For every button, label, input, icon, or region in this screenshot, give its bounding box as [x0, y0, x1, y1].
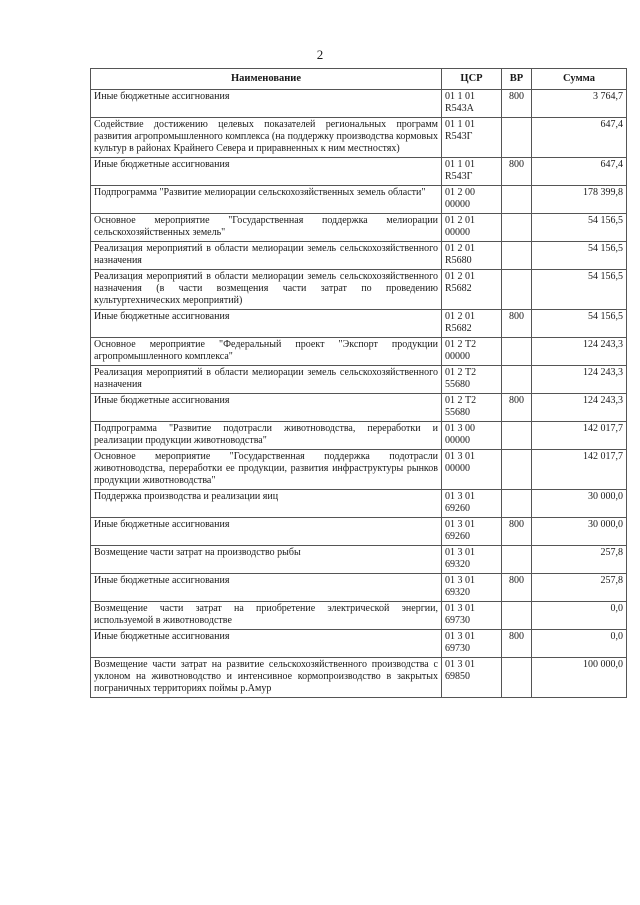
cell-sum: 142 017,7: [532, 422, 627, 450]
cell-csr: 01 3 01 69320: [442, 574, 502, 602]
cell-csr: 01 3 01 69260: [442, 518, 502, 546]
table-row: [91, 422, 627, 450]
cell-csr: 01 1 01 R543Г: [442, 118, 502, 158]
cell-sum: 54 156,5: [532, 242, 627, 270]
cell-vr: 800: [502, 310, 532, 338]
cell-sum: 142 017,7: [532, 450, 627, 490]
table-row: [91, 546, 627, 574]
cell-vr: [502, 546, 532, 574]
cell-sum: 3 764,7: [532, 90, 627, 118]
cell-csr: 01 1 01 R543Г: [442, 158, 502, 186]
cell-name: Иные бюджетные ассигнования: [91, 394, 442, 422]
cell-vr: 800: [502, 90, 532, 118]
table-row: [91, 574, 627, 602]
cell-sum: 30 000,0: [532, 490, 627, 518]
cell-name: Подпрограмма "Развитие мелиорации сельскохозяйственных земель области": [91, 186, 442, 214]
cell-name: Реализация мероприятий в области мелиорации земель сельскохозяйственного назначения (в части возмещения части затрат по проведению культуртехнических мероприятий): [91, 270, 442, 310]
cell-vr: [502, 214, 532, 242]
cell-sum: 124 243,3: [532, 366, 627, 394]
cell-csr: 01 2 01 R5680: [442, 242, 502, 270]
cell-name: Поддержка производства и реализации яиц: [91, 490, 442, 518]
cell-csr: 01 3 00 00000: [442, 422, 502, 450]
cell-name: Подпрограмма "Развитие подотрасли животноводства, переработки и реализации продукции животноводства": [91, 422, 442, 450]
cell-csr: 01 3 01 69730: [442, 630, 502, 658]
cell-name: Реализация мероприятий в области мелиорации земель сельскохозяйственного назначения: [91, 242, 442, 270]
cell-vr: 800: [502, 158, 532, 186]
table-row: [91, 450, 627, 490]
table-row: [91, 394, 627, 422]
cell-csr: 01 3 01 69850: [442, 658, 502, 698]
cell-sum: 647,4: [532, 118, 627, 158]
table-row: [91, 158, 627, 186]
cell-name: Иные бюджетные ассигнования: [91, 574, 442, 602]
cell-sum: 54 156,5: [532, 270, 627, 310]
cell-sum: 0,0: [532, 602, 627, 630]
cell-sum: 257,8: [532, 546, 627, 574]
cell-vr: [502, 118, 532, 158]
table-row: [91, 658, 627, 698]
cell-vr: [502, 270, 532, 310]
table-row: [91, 270, 627, 310]
cell-csr: 01 2 01 R5682: [442, 270, 502, 310]
page-number: 2: [316, 47, 324, 62]
cell-sum: 647,4: [532, 158, 627, 186]
table-row: [91, 602, 627, 630]
cell-sum: 54 156,5: [532, 310, 627, 338]
cell-csr: 01 2 01 00000: [442, 214, 502, 242]
cell-csr: 01 2 01 R5682: [442, 310, 502, 338]
cell-name: Основное мероприятие "Государственная поддержка мелиорации сельскохозяйственных земель": [91, 214, 442, 242]
cell-name: Иные бюджетные ассигнования: [91, 158, 442, 186]
cell-name: Реализация мероприятий в области мелиорации земель сельскохозяйственного назначения: [91, 366, 442, 394]
cell-sum: 100 000,0: [532, 658, 627, 698]
cell-csr: 01 3 01 69260: [442, 490, 502, 518]
cell-csr: 01 1 01 R543A: [442, 90, 502, 118]
cell-csr: 01 3 01 00000: [442, 450, 502, 490]
cell-name: Основное мероприятие "Федеральный проект "Экспорт продукции агропромышленного комплекса": [91, 338, 442, 366]
cell-vr: [502, 422, 532, 450]
header-sum: Сумма: [532, 69, 627, 90]
cell-name: Содействие достижению целевых показателей региональных программ развития агропромышленного комплекса (на поддержку производства кормовых культур в районах Крайнего Севера и приравненных к ним местностях): [91, 118, 442, 158]
table-row: [91, 366, 627, 394]
cell-vr: 800: [502, 630, 532, 658]
table-row: [91, 242, 627, 270]
cell-name: Иные бюджетные ассигнования: [91, 310, 442, 338]
cell-vr: 800: [502, 574, 532, 602]
cell-sum: 30 000,0: [532, 518, 627, 546]
cell-sum: 124 243,3: [532, 338, 627, 366]
cell-vr: [502, 602, 532, 630]
cell-vr: [502, 490, 532, 518]
cell-vr: 800: [502, 518, 532, 546]
table-row: [91, 630, 627, 658]
cell-vr: [502, 366, 532, 394]
cell-csr: 01 2 Т2 55680: [442, 366, 502, 394]
cell-csr: 01 3 01 69320: [442, 546, 502, 574]
cell-sum: 54 156,5: [532, 214, 627, 242]
table-row: [91, 214, 627, 242]
table-header-row: [91, 69, 627, 90]
header-vr: ВР: [502, 69, 532, 90]
table-row: [91, 310, 627, 338]
table-row: [91, 338, 627, 366]
table-row: [91, 518, 627, 546]
header-name: Наименование: [91, 69, 442, 90]
cell-sum: 178 399,8: [532, 186, 627, 214]
budget-table: [90, 68, 627, 698]
cell-sum: 124 243,3: [532, 394, 627, 422]
cell-vr: [502, 186, 532, 214]
table-row: [91, 118, 627, 158]
cell-name: Возмещение части затрат на приобретение электрической энергии, используемой в животноводстве: [91, 602, 442, 630]
cell-vr: [502, 242, 532, 270]
cell-csr: 01 2 00 00000: [442, 186, 502, 214]
table-row: [91, 186, 627, 214]
cell-csr: 01 3 01 69730: [442, 602, 502, 630]
cell-vr: [502, 450, 532, 490]
header-csr: ЦСР: [442, 69, 502, 90]
cell-vr: 800: [502, 394, 532, 422]
cell-name: Возмещение части затрат на производство рыбы: [91, 546, 442, 574]
cell-vr: [502, 338, 532, 366]
cell-name: Иные бюджетные ассигнования: [91, 630, 442, 658]
cell-name: Иные бюджетные ассигнования: [91, 90, 442, 118]
table-row: [91, 490, 627, 518]
cell-sum: 257,8: [532, 574, 627, 602]
cell-sum: 0,0: [532, 630, 627, 658]
cell-vr: [502, 658, 532, 698]
cell-csr: 01 2 Т2 55680: [442, 394, 502, 422]
cell-name: Возмещение части затрат на развитие сельскохозяйственного производства с уклоном на животноводство и интенсивное кормопроизводство в закрытых пограничных территориях поймы р.Амур: [91, 658, 442, 698]
cell-name: Основное мероприятие "Государственная поддержка подотрасли животноводства, переработки ее продукции, развития инфраструктуры рынков продукции животноводства": [91, 450, 442, 490]
cell-name: Иные бюджетные ассигнования: [91, 518, 442, 546]
table-row: [91, 90, 627, 118]
cell-csr: 01 2 Т2 00000: [442, 338, 502, 366]
